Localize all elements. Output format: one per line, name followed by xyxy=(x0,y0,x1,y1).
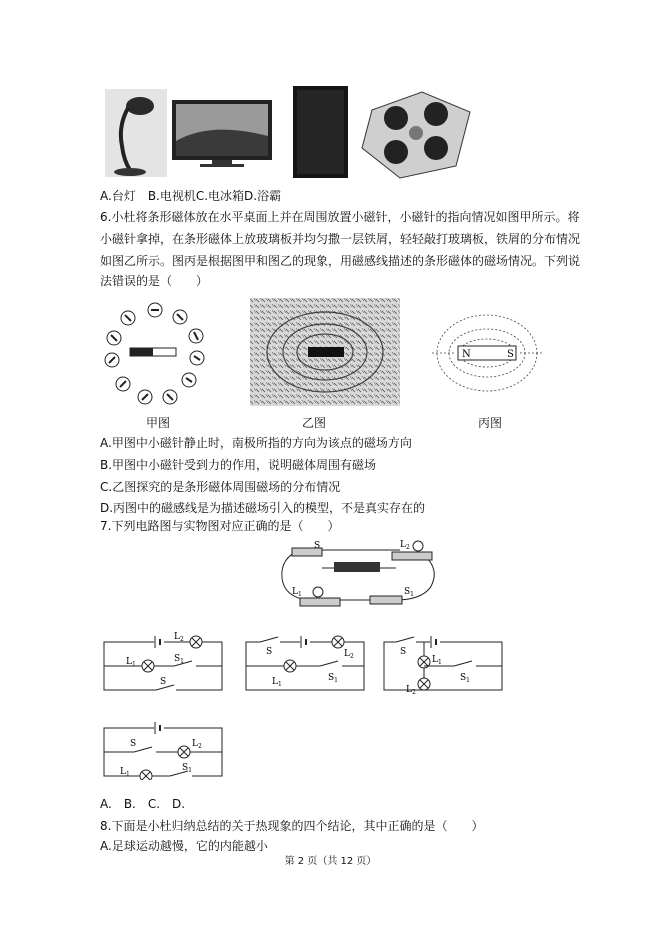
iron-filings-diagram xyxy=(250,298,400,406)
q7-physical-circuit xyxy=(270,538,450,614)
physical-l2-label: $L_2$ xyxy=(400,540,410,551)
q7-options: A. B. C. D. xyxy=(100,797,186,811)
q6-option-b: B.甲图中小磁针受到力的作用，说明磁体周围有磁场 xyxy=(100,458,377,472)
physical-s1-label: $S_1$ xyxy=(404,587,414,598)
svg-text:L1: $L_1$ xyxy=(126,657,136,668)
svg-text:S: S xyxy=(130,739,137,749)
physical-s-label: S xyxy=(314,541,321,551)
svg-text:L2: $L_2$ xyxy=(174,632,184,643)
q6-option-c: C.乙图探究的是条形磁体周围磁场的分布情况 xyxy=(100,480,341,494)
north-pole-label: N xyxy=(462,349,471,360)
compass-needles-diagram xyxy=(100,300,210,410)
svg-text:S1: $S_1$ xyxy=(460,673,470,684)
q6-stem-line-1: 6.小杜将条形磁体放在水平桌面上并在周围放置小磁针，小磁针的指向情况如图甲所示。将 xyxy=(100,210,580,224)
circuit-option-a xyxy=(100,628,226,692)
desk-lamp-image xyxy=(105,89,167,177)
q6-stem-line-4: 法错误的是（ ） xyxy=(100,274,209,288)
page-footer: 第 2 页（共 12 页） xyxy=(284,856,377,867)
svg-text:L1: $L_1$ xyxy=(272,677,282,688)
physical-circuit-diagram xyxy=(270,538,450,614)
figure-label-bing: 丙图 xyxy=(478,416,503,430)
circuit-option-d xyxy=(100,718,226,780)
figure-bing xyxy=(432,306,542,400)
q5-appliance-photos xyxy=(100,86,480,182)
svg-text:S: S xyxy=(266,647,273,657)
circuit-option-c xyxy=(380,628,506,696)
svg-text:L1: $L_1$ xyxy=(120,767,130,778)
tv-image xyxy=(172,100,272,167)
svg-text:L2: $L_2$ xyxy=(406,685,416,696)
q6-option-d: D.丙图中的磁感线是为描述磁场引入的模型，不是真实存在的 xyxy=(100,501,426,515)
south-pole-label: S xyxy=(507,349,514,360)
q7-stem: 7.下列电路图与实物图对应正确的是（ ） xyxy=(100,519,340,533)
svg-text:S1: $S_1$ xyxy=(182,763,192,774)
figure-label-yi: 乙图 xyxy=(302,416,327,430)
bath-heater-image xyxy=(362,92,470,178)
figure-jia xyxy=(100,300,210,410)
q6-stem-line-2: 小磁针拿掉，在条形磁体上放玻璃板并均匀撒一层铁屑，轻轻敲打玻璃板，铁屑的分布情况 xyxy=(100,232,581,246)
svg-text:S1: $S_1$ xyxy=(174,654,184,665)
q5-options: A.台灯 B.电视机C.电冰箱D.浴霸 xyxy=(100,189,282,203)
physical-l1-label: $L_1$ xyxy=(292,587,302,598)
svg-text:S1: $S_1$ xyxy=(328,673,338,684)
svg-text:S: S xyxy=(400,647,407,657)
q8-stem: 8.下面是小杜归纳总结的关于热现象的四个结论，其中正确的是（ ） xyxy=(100,819,484,833)
q6-option-a: A.甲图中小磁针静止时，南极所指的方向为该点的磁场方向 xyxy=(100,436,412,450)
q8-option-a: A.足球运动越慢，它的内能越小 xyxy=(100,839,268,853)
circuit-option-b xyxy=(242,628,368,692)
figure-yi xyxy=(250,298,400,406)
q5-images xyxy=(100,86,480,182)
q6-stem-line-3: 如图乙所示。图丙是根据图甲和图乙的现象，用磁感线描述的条形磁体的磁场情况。下列说 xyxy=(100,254,581,268)
field-lines-diagram xyxy=(432,306,542,400)
refrigerator-image xyxy=(293,86,348,178)
svg-text:L2: $L_2$ xyxy=(192,739,202,750)
svg-text:S: S xyxy=(160,677,167,687)
figure-label-jia: 甲图 xyxy=(146,416,171,430)
svg-text:L1: $L_1$ xyxy=(432,655,442,666)
svg-text:L2: $L_2$ xyxy=(344,649,354,660)
